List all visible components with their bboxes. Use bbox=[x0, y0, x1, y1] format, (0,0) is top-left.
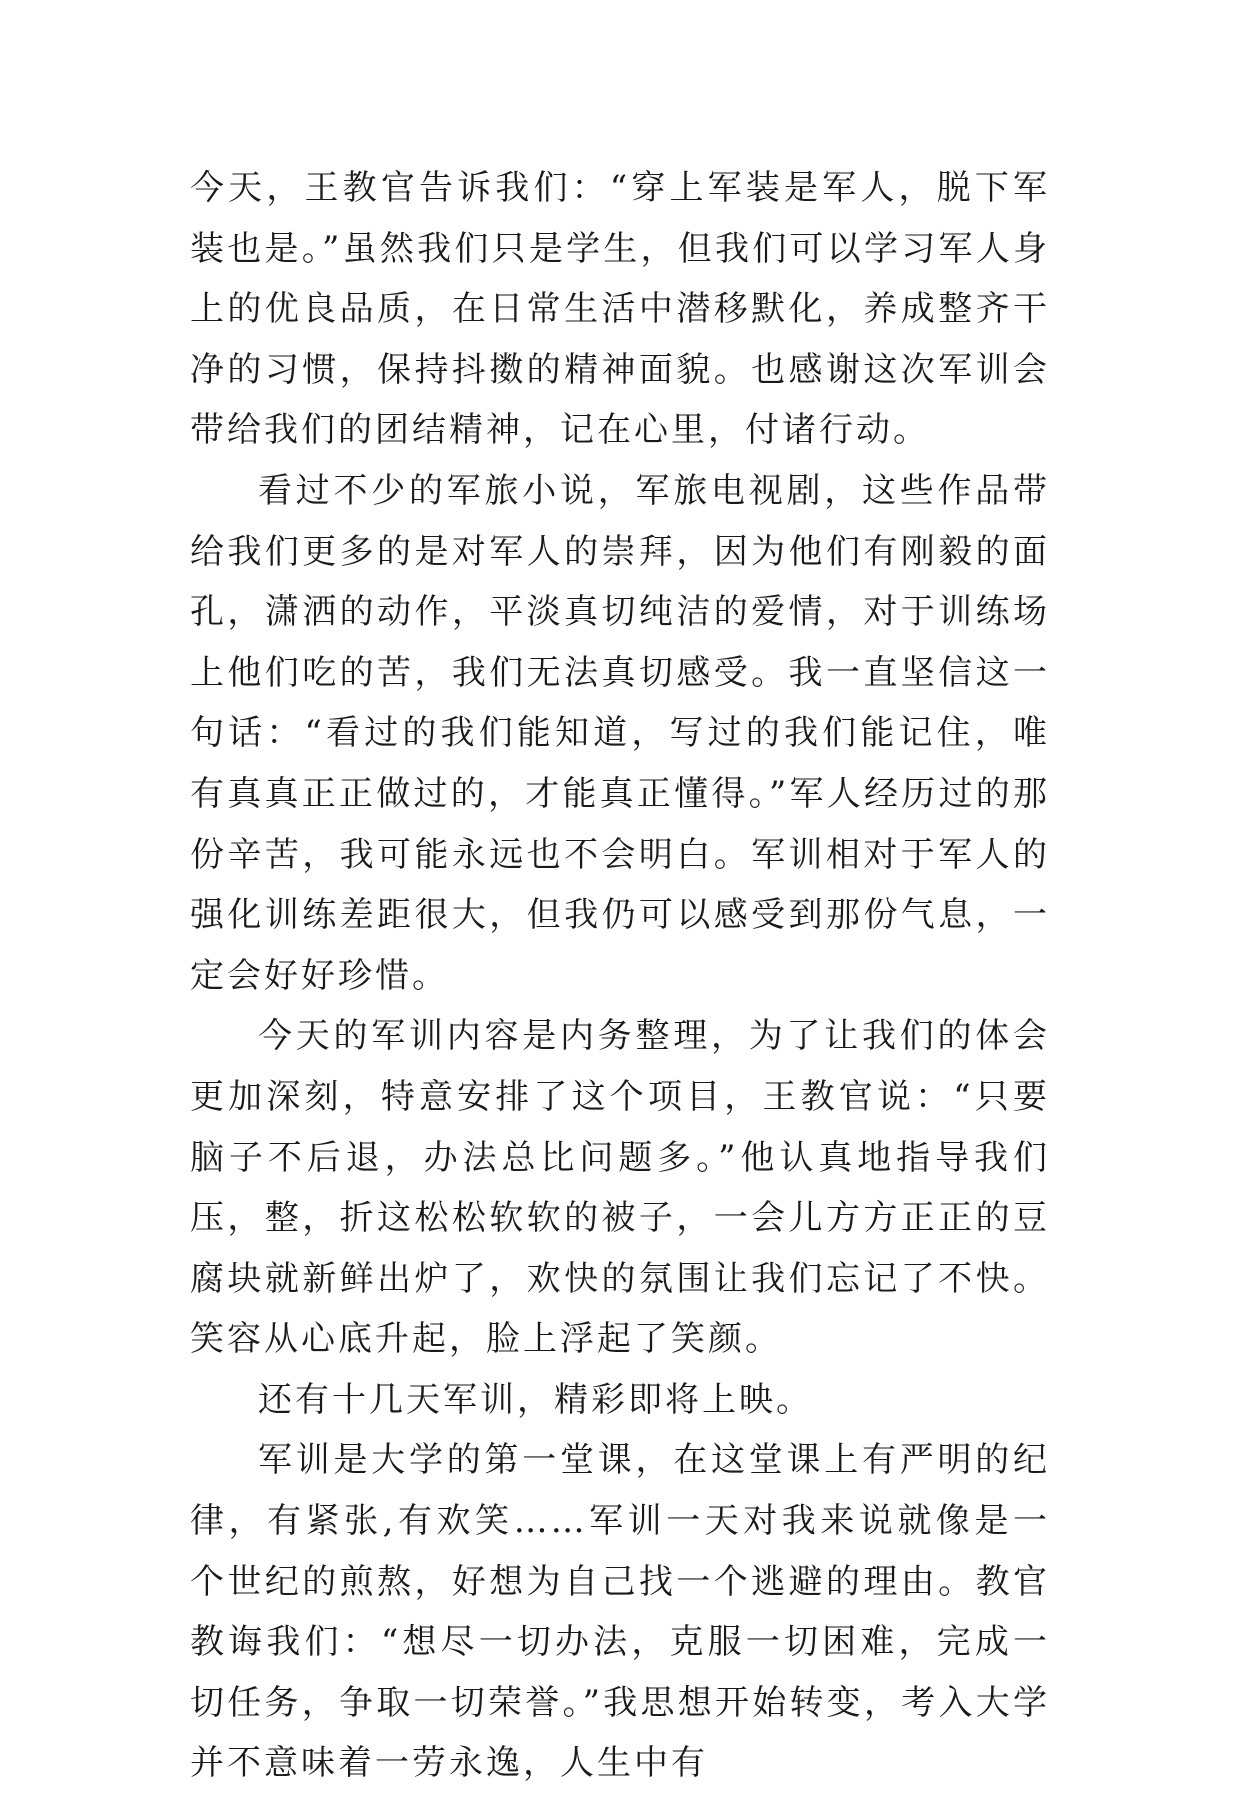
paragraph-2: 看过不少的军旅小说，军旅电视剧，这些作品带给我们更多的是对军人的崇拜，因为他们有刚毅的面孔，潇洒的动作，平淡真切纯洁的爱情，对于训练场上他们吃的苦，我们无法真切感受。我一直坚信这一句话：“看过的我们能知道，写过的我们能记住，唯有真真正正做过的，才能真正懂得。”军人经历过的那份辛苦，我可能永远也不会明白。军训相对于军人的强化训练差距很大，但我仍可以感受到那份气息，一定会好好珍惜。 bbox=[190, 470, 1050, 996]
paragraph-1: 今天，王教官告诉我们：“穿上军装是军人，脱下军装也是。”虽然我们只是学生，但我们可以学习军人身上的优良品质，在日常生活中潜移默化，养成整齐干净的习惯，保持抖擞的精神面貌。也感谢这次军训会带给我们的团结精神，记在心里，付诸行动。 bbox=[190, 168, 1050, 451]
body-text bbox=[190, 158, 1050, 1794]
paragraph-3: 今天的军训内容是内务整理，为了让我们的体会更加深刻，特意安排了这个项目，王教官说：“只要脑子不后退，办法总比问题多。”他认真地指导我们压，整，折这松松软软的被子，一会儿方方正正的豆腐块就新鲜出炉了，欢快的氛围让我们忘记了不快。笑容从心底升起，脸上浮起了笑颜。 bbox=[190, 1016, 1050, 1360]
paragraph-5: 军训是大学的第一堂课，在这堂课上有严明的纪律，有紧张,有欢笑……军训一天对我来说就像是一个世纪的煎熬，好想为自己找一个逃避的理由。教官教诲我们：“想尽一切办法，克服一切困难，完成一切任务，争取一切荣誉。”我思想开始转变，考入大学并不意味着一劳永逸，人生中有 bbox=[190, 1440, 1050, 1784]
paragraph-4: 还有十几天军训，精彩即将上映。 bbox=[258, 1379, 813, 1420]
